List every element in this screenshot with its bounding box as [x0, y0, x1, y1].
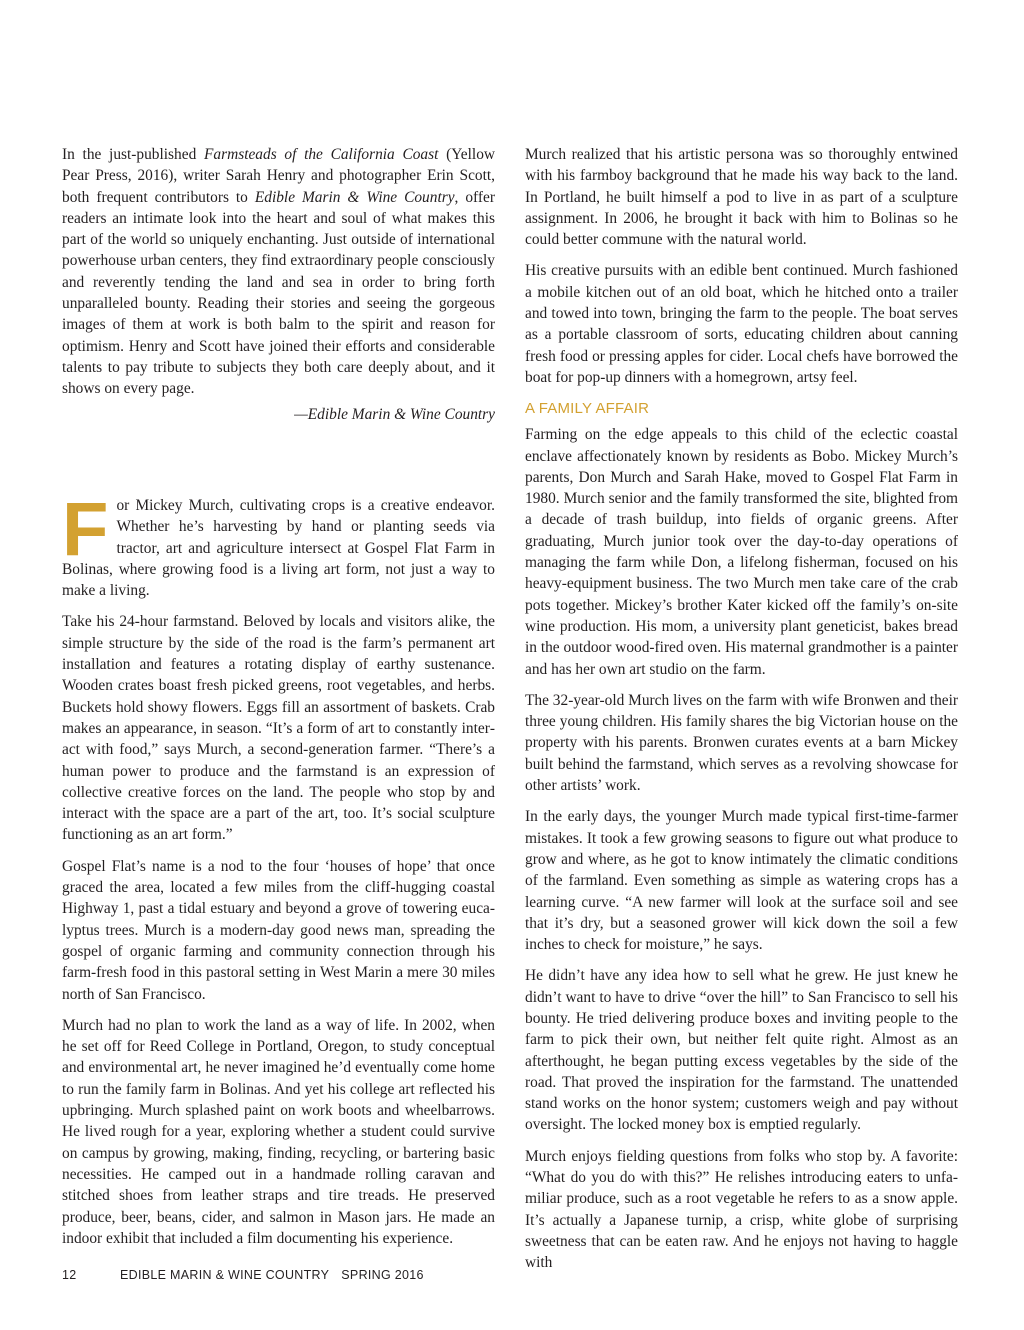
story-paragraph-8: The 32-year-old Murch lives on the farm with wife Bronwen and their three young children. His family shares the big Victorian house on the property with his parents. Bronwen curates events at a barn Mickey built behind the farmstand, which serves as a revolving showcase for other artists’ work.: [525, 691, 958, 795]
story-paragraph-2: Take his 24-hour farmstand. Beloved by locals and visitors alike, the simple structure by the side of the road is the farm’s permanent art installation and features a rotating display of earthy sustenance. Wooden crates boast fresh picked greens, root vegetables, and herbs. Buckets hold showy flowers. Eggs fill an assortment of baskets. Crab makes an appearance, in season. “It’s a form of art to constantly interact with food,” says Murch, a second-generation farmer. “There’s a human power to produce and the farmstand is an expression of collective creative forces on the land. The people who stop by and interact with the space are a part of the art, too. It’s social sculpture functioning as an art form.”: [62, 613, 495, 844]
intro-paragraph: In the just-published Farmsteads of the California Coast (Yellow Pear Press, 2016), writer Sarah Henry and photographer Erin Scott, both frequent contributors to Edible Marin & Wine Country, offer readers an intimate look into the heart and soul of what makes this part of the world so uniquely enchanting. Just outside of international powerhouse urban centers, they find extraordinary people consciously and reverently tending the land and sea in order to bring forth unparalleled bounty. Reading their stories and seeing the gorgeous images of them at work is both balm to the spirit and reason for optimism. Henry and Scott have joined their efforts and considerable talents to pay tribute to subjects they both care deeply about, and it shows on every page.: [62, 146, 495, 398]
story-paragraph-1: For Mickey Murch, cultivating crops is a creative endeavor. Whether he’s harvesting by hand or planting seeds via tractor, art and agriculture intersect at Gospel Flat Farm in Bolinas, where growing food is a living art form, not just a way to make a living.: [62, 487, 495, 600]
footer-magazine: EDIBLE MARIN & WINE COUNTRY: [120, 1268, 330, 1282]
story-paragraph-4: Murch had no plan to work the land as a way of life. In 2002, when he set off for Reed College in Portland, Oregon, to study conceptual and environmental art, he never imagined he’d eventually come home to run the family farm in Bolinas. And yet his college art reflected his upbringing. Murch splashed paint on work boots and wheelbarrows. He lived rough for a year, exploring whether a student could survive on campus by growing, making, finding, recycling, or bartering basic necessities. He camped out in a handmade rolling caravan and stitched shoes from leather straps and tire treads. He preserved produce, beer, beans, cider, and salmon in Mason jars. He made an indoor exhibit that included a film documenting his experience.: [62, 1016, 495, 1247]
story-paragraph-3: Gospel Flat’s name is a nod to the four ‘houses of hope’ that once graced the area, located a few miles from the cliff-hugging coastal Highway 1, past a tidal estuary and beyond a grove of towering eucalyptus trees. Murch is a modern-day good news man, spreading the gospel of organic farming and community connection through his farm-fresh food in this pastoral setting in West Marin a mere 30 miles north of San Francisco.: [62, 857, 495, 1003]
story-paragraph-9: In the early days, the younger Murch made typical first-time-farmer mistakes. It took a few growing seasons to figure out what produce to grow and where, as he got to know intimately the climatic conditions of the farmland. Even something as simple as watering crops has a learning curve. “A new farmer will look at the surface soil and see that it’s dry, but a seasoned grower will kick down the soil a few inches to check for moisture,” he says.: [525, 808, 958, 954]
story-paragraph-10: He didn’t have any idea how to sell what he grew. He just knew he didn’t want to have to drive “over the hill” to San Francisco to sell his bounty. He tried delivering produce boxes and inviting people to the farm to pick their own, but neither felt quite right. Almost as an afterthought, he began putting excess vegetables by the side of the road. That proved the inspiration for the farmstand. The unattended stand works on the honor system; customers weigh and pay without oversight. The locked money box is emptied regularly.: [525, 967, 958, 1134]
story-right-column: [525, 144, 958, 1284]
footer-issue: SPRING 2016: [341, 1268, 424, 1282]
story-paragraph-11: Murch enjoys fielding questions from folks who stop by. A favorite: “What do you do with this?” He relishes introducing eaters to unfamiliar produce, such as a root vegetable he refers to as a snow apple. It’s actually a Japanese turnip, a crisp, white globe of surprising sweetness that can be eaten raw. And he enjoys not having to haggle with: [525, 1147, 958, 1272]
story-left-column: [62, 487, 495, 1259]
magazine-name: Edible Marin & Wine Country: [254, 188, 455, 206]
intro-block: [62, 144, 495, 425]
drop-cap: F: [62, 487, 109, 572]
book-title: Farmsteads of the California Coast: [204, 146, 439, 163]
story-paragraph-7: Farming on the edge appeals to this child of the eclectic coastal enclave affectionately known by residents as Bobo. Mickey Murch’s parents, Don Murch and Sarah Hake, moved to Gospel Flat Farm in 1980. Murch senior and the family transformed the site, blighted from a decade of trash buildup, into fields of organic greens. After graduating, Murch junior took over the day-to-day operations of managing the farm while Don, a lifelong fisherman, focused on his heavy-equipment business. The two Murch men take care of the crab pots together. Mickey’s brother Kater kicked off the family’s on-site wine production. His mom, a university plant geneticist, bakes bread in the outdoor wood-fired oven. His maternal grandmother is a painter and has her own art studio on the farm.: [525, 426, 958, 678]
page-footer: [62, 1268, 424, 1282]
intro-attribution: —Edible Marin & Wine Country: [294, 405, 495, 423]
page-number: 12: [62, 1268, 77, 1282]
story-paragraph-5: Murch realized that his artistic persona was so thoroughly entwined with his farmboy background that he made his way back to the land. In Portland, he built himself a pod to live in as part of a sculpture assignment. In 2006, he brought it back with him to Bolinas so he could better commune with the natural world.: [525, 146, 958, 249]
section-heading: A FAMILY AFFAIR: [525, 400, 650, 418]
story-paragraph-6: His creative pursuits with an edible bent continued. Murch fashioned a mobile kitchen out of an old boat, which he hitched onto a trailer and towed into town, bringing the farm to the people. The boat serves as a portable classroom of sorts, educating children about canning fresh food or pressing apples for cider. Local chefs have borrowed the boat for pop-up dinners with a homegrown, artsy feel.: [525, 262, 958, 386]
